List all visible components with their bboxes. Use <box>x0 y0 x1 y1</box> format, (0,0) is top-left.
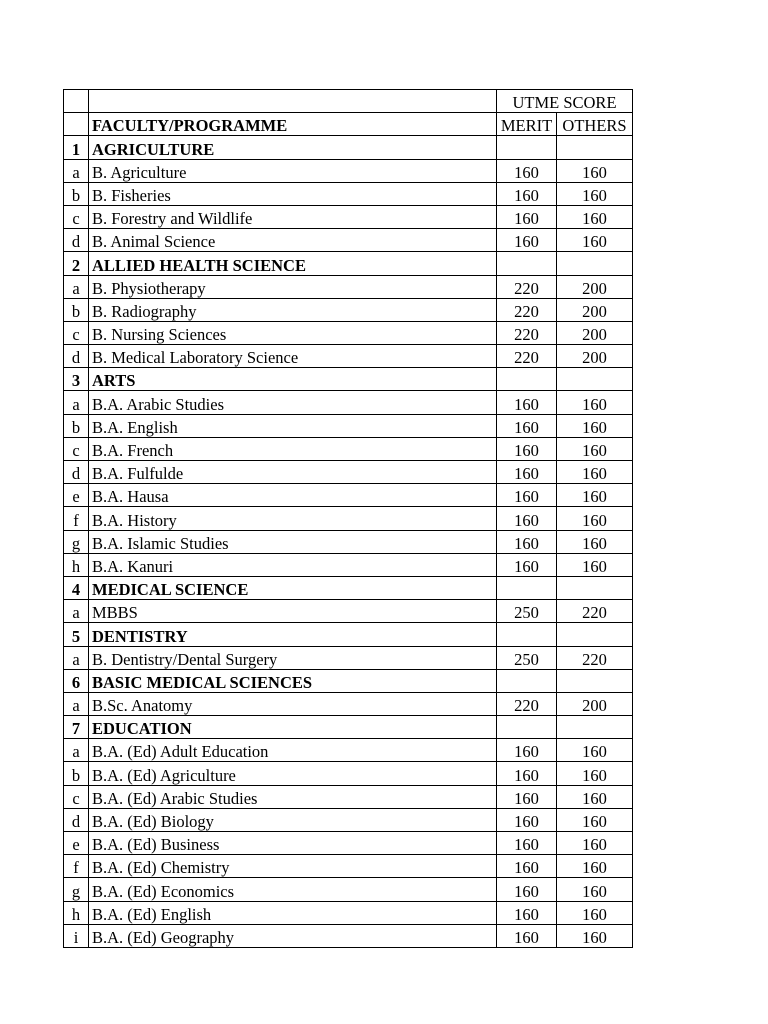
programme-row <box>64 345 633 368</box>
programme-row <box>64 437 633 460</box>
merit-score: 160 <box>497 159 557 182</box>
programme-name: B.A. French <box>89 437 497 460</box>
merit-score: 160 <box>497 205 557 228</box>
programme-row <box>64 205 633 228</box>
row-index: g <box>64 530 89 553</box>
faculty-row <box>64 252 633 275</box>
others-score <box>557 136 633 159</box>
programme-name: B.A. Hausa <box>89 484 497 507</box>
programme-row <box>64 461 633 484</box>
programme-name: B.A. (Ed) Adult Education <box>89 739 497 762</box>
others-score <box>557 368 633 391</box>
programme-name: B.A. (Ed) Geography <box>89 924 497 947</box>
programme-row <box>64 298 633 321</box>
header-row-top <box>64 90 633 113</box>
merit-score: 160 <box>497 182 557 205</box>
programme-name: B. Physiotherapy <box>89 275 497 298</box>
programme-row <box>64 507 633 530</box>
programme-row <box>64 321 633 344</box>
programme-name: B.A. (Ed) Agriculture <box>89 762 497 785</box>
others-score: 160 <box>557 414 633 437</box>
row-index: f <box>64 507 89 530</box>
others-score: 200 <box>557 321 633 344</box>
merit-score: 250 <box>497 600 557 623</box>
others-score <box>557 623 633 646</box>
merit-score <box>497 136 557 159</box>
programme-name: B.A. (Ed) Chemistry <box>89 855 497 878</box>
others-score: 160 <box>557 762 633 785</box>
merit-score: 220 <box>497 692 557 715</box>
others-score <box>557 576 633 599</box>
merit-score: 160 <box>497 530 557 553</box>
merit-score: 160 <box>497 878 557 901</box>
row-index: f <box>64 855 89 878</box>
row-index: 5 <box>64 623 89 646</box>
row-index: a <box>64 739 89 762</box>
programme-name: B.A. (Ed) English <box>89 901 497 924</box>
programme-row <box>64 739 633 762</box>
programme-row <box>64 530 633 553</box>
row-index: a <box>64 391 89 414</box>
header-blank-idx <box>64 90 89 113</box>
programme-name: B.A. (Ed) Biology <box>89 808 497 831</box>
others-score: 160 <box>557 437 633 460</box>
merit-score: 160 <box>497 739 557 762</box>
faculty-row <box>64 669 633 692</box>
others-score: 160 <box>557 159 633 182</box>
programme-row <box>64 414 633 437</box>
merit-score: 160 <box>497 808 557 831</box>
others-score: 160 <box>557 855 633 878</box>
programme-row <box>64 901 633 924</box>
row-index: b <box>64 298 89 321</box>
others-score <box>557 252 633 275</box>
programme-name: MBBS <box>89 600 497 623</box>
programme-name: B. Radiography <box>89 298 497 321</box>
programme-name: B.A. (Ed) Arabic Studies <box>89 785 497 808</box>
others-score: 160 <box>557 808 633 831</box>
programme-name: ALLIED HEALTH SCIENCE <box>89 252 497 275</box>
row-index: c <box>64 321 89 344</box>
programme-row <box>64 159 633 182</box>
programme-name: B. Fisheries <box>89 182 497 205</box>
row-index: 2 <box>64 252 89 275</box>
others-score: 160 <box>557 205 633 228</box>
merit-score: 160 <box>497 414 557 437</box>
row-index: 4 <box>64 576 89 599</box>
programme-name: B.A. History <box>89 507 497 530</box>
programme-name: DENTISTRY <box>89 623 497 646</box>
others-score: 160 <box>557 739 633 762</box>
row-index: e <box>64 832 89 855</box>
merit-score <box>497 252 557 275</box>
row-index: a <box>64 159 89 182</box>
programme-row <box>64 832 633 855</box>
others-score: 160 <box>557 484 633 507</box>
merit-score: 160 <box>497 229 557 252</box>
merit-score: 160 <box>497 855 557 878</box>
row-index: d <box>64 461 89 484</box>
programme-name: B. Forestry and Wildlife <box>89 205 497 228</box>
merit-score: 160 <box>497 461 557 484</box>
utme-score-header: UTME SCORE <box>497 90 633 113</box>
programme-row <box>64 878 633 901</box>
row-index: c <box>64 437 89 460</box>
table-body <box>64 136 633 948</box>
others-score: 200 <box>557 692 633 715</box>
programme-name: B.A. Kanuri <box>89 553 497 576</box>
merit-score: 160 <box>497 832 557 855</box>
programme-name: B.A. Fulfulde <box>89 461 497 484</box>
programme-name: B.A. Arabic Studies <box>89 391 497 414</box>
programme-row <box>64 391 633 414</box>
programme-row <box>64 553 633 576</box>
others-score: 160 <box>557 530 633 553</box>
others-score <box>557 716 633 739</box>
programme-name: ARTS <box>89 368 497 391</box>
programme-row <box>64 646 633 669</box>
row-index: c <box>64 205 89 228</box>
programme-name: B.A. (Ed) Business <box>89 832 497 855</box>
programme-name: B. Dentistry/Dental Surgery <box>89 646 497 669</box>
others-score: 160 <box>557 507 633 530</box>
merit-score: 160 <box>497 553 557 576</box>
merit-score: 160 <box>497 391 557 414</box>
programme-name: AGRICULTURE <box>89 136 497 159</box>
merit-score: 250 <box>497 646 557 669</box>
programme-row <box>64 855 633 878</box>
merit-score: 160 <box>497 924 557 947</box>
merit-score <box>497 669 557 692</box>
merit-score: 160 <box>497 762 557 785</box>
merit-header: MERIT <box>497 113 557 136</box>
others-score: 160 <box>557 924 633 947</box>
merit-score: 220 <box>497 298 557 321</box>
others-score: 220 <box>557 600 633 623</box>
others-score: 200 <box>557 275 633 298</box>
others-score: 160 <box>557 553 633 576</box>
programme-row <box>64 600 633 623</box>
others-score: 160 <box>557 785 633 808</box>
merit-score <box>497 623 557 646</box>
row-index: d <box>64 345 89 368</box>
programme-name: B.A. Islamic Studies <box>89 530 497 553</box>
others-score: 220 <box>557 646 633 669</box>
others-score: 200 <box>557 298 633 321</box>
faculty-row <box>64 136 633 159</box>
row-index: b <box>64 182 89 205</box>
merit-score: 160 <box>497 785 557 808</box>
others-score: 160 <box>557 461 633 484</box>
row-index: d <box>64 229 89 252</box>
others-header: OTHERS <box>557 113 633 136</box>
programme-name: MEDICAL SCIENCE <box>89 576 497 599</box>
programme-name: B.A. English <box>89 414 497 437</box>
others-score: 160 <box>557 878 633 901</box>
row-index: h <box>64 553 89 576</box>
faculty-row <box>64 368 633 391</box>
faculty-programme-header: FACULTY/PROGRAMME <box>89 113 497 136</box>
others-score: 160 <box>557 901 633 924</box>
score-table-container <box>63 89 633 948</box>
programme-name: B. Nursing Sciences <box>89 321 497 344</box>
programme-row <box>64 182 633 205</box>
merit-score: 220 <box>497 345 557 368</box>
header-row-bottom <box>64 113 633 136</box>
programme-row <box>64 692 633 715</box>
others-score: 160 <box>557 832 633 855</box>
row-index: a <box>64 600 89 623</box>
merit-score: 160 <box>497 507 557 530</box>
row-index: b <box>64 414 89 437</box>
row-index: c <box>64 785 89 808</box>
others-score: 160 <box>557 182 633 205</box>
programme-name: B.Sc. Anatomy <box>89 692 497 715</box>
row-index: a <box>64 646 89 669</box>
merit-score: 220 <box>497 321 557 344</box>
merit-score: 220 <box>497 275 557 298</box>
row-index: 7 <box>64 716 89 739</box>
row-index: e <box>64 484 89 507</box>
row-index: a <box>64 275 89 298</box>
utme-score-table <box>63 89 633 948</box>
programme-name: B. Agriculture <box>89 159 497 182</box>
programme-row <box>64 762 633 785</box>
programme-row <box>64 808 633 831</box>
merit-score <box>497 576 557 599</box>
row-index: 1 <box>64 136 89 159</box>
programme-name: B. Medical Laboratory Science <box>89 345 497 368</box>
merit-score <box>497 716 557 739</box>
programme-row <box>64 785 633 808</box>
merit-score: 160 <box>497 437 557 460</box>
row-index: i <box>64 924 89 947</box>
programme-name: BASIC MEDICAL SCIENCES <box>89 669 497 692</box>
programme-row <box>64 484 633 507</box>
row-index: a <box>64 692 89 715</box>
merit-score <box>497 368 557 391</box>
programme-name: B. Animal Science <box>89 229 497 252</box>
row-index: b <box>64 762 89 785</box>
merit-score: 160 <box>497 484 557 507</box>
others-score: 160 <box>557 391 633 414</box>
row-index: h <box>64 901 89 924</box>
header-blank-name <box>89 90 497 113</box>
row-index: g <box>64 878 89 901</box>
row-index: 6 <box>64 669 89 692</box>
faculty-row <box>64 716 633 739</box>
others-score <box>557 669 633 692</box>
programme-row <box>64 275 633 298</box>
header-blank-idx-2 <box>64 113 89 136</box>
programme-name: EDUCATION <box>89 716 497 739</box>
programme-row <box>64 924 633 947</box>
faculty-row <box>64 576 633 599</box>
programme-row <box>64 229 633 252</box>
merit-score: 160 <box>497 901 557 924</box>
faculty-row <box>64 623 633 646</box>
row-index: d <box>64 808 89 831</box>
programme-name: B.A. (Ed) Economics <box>89 878 497 901</box>
others-score: 160 <box>557 229 633 252</box>
others-score: 200 <box>557 345 633 368</box>
row-index: 3 <box>64 368 89 391</box>
